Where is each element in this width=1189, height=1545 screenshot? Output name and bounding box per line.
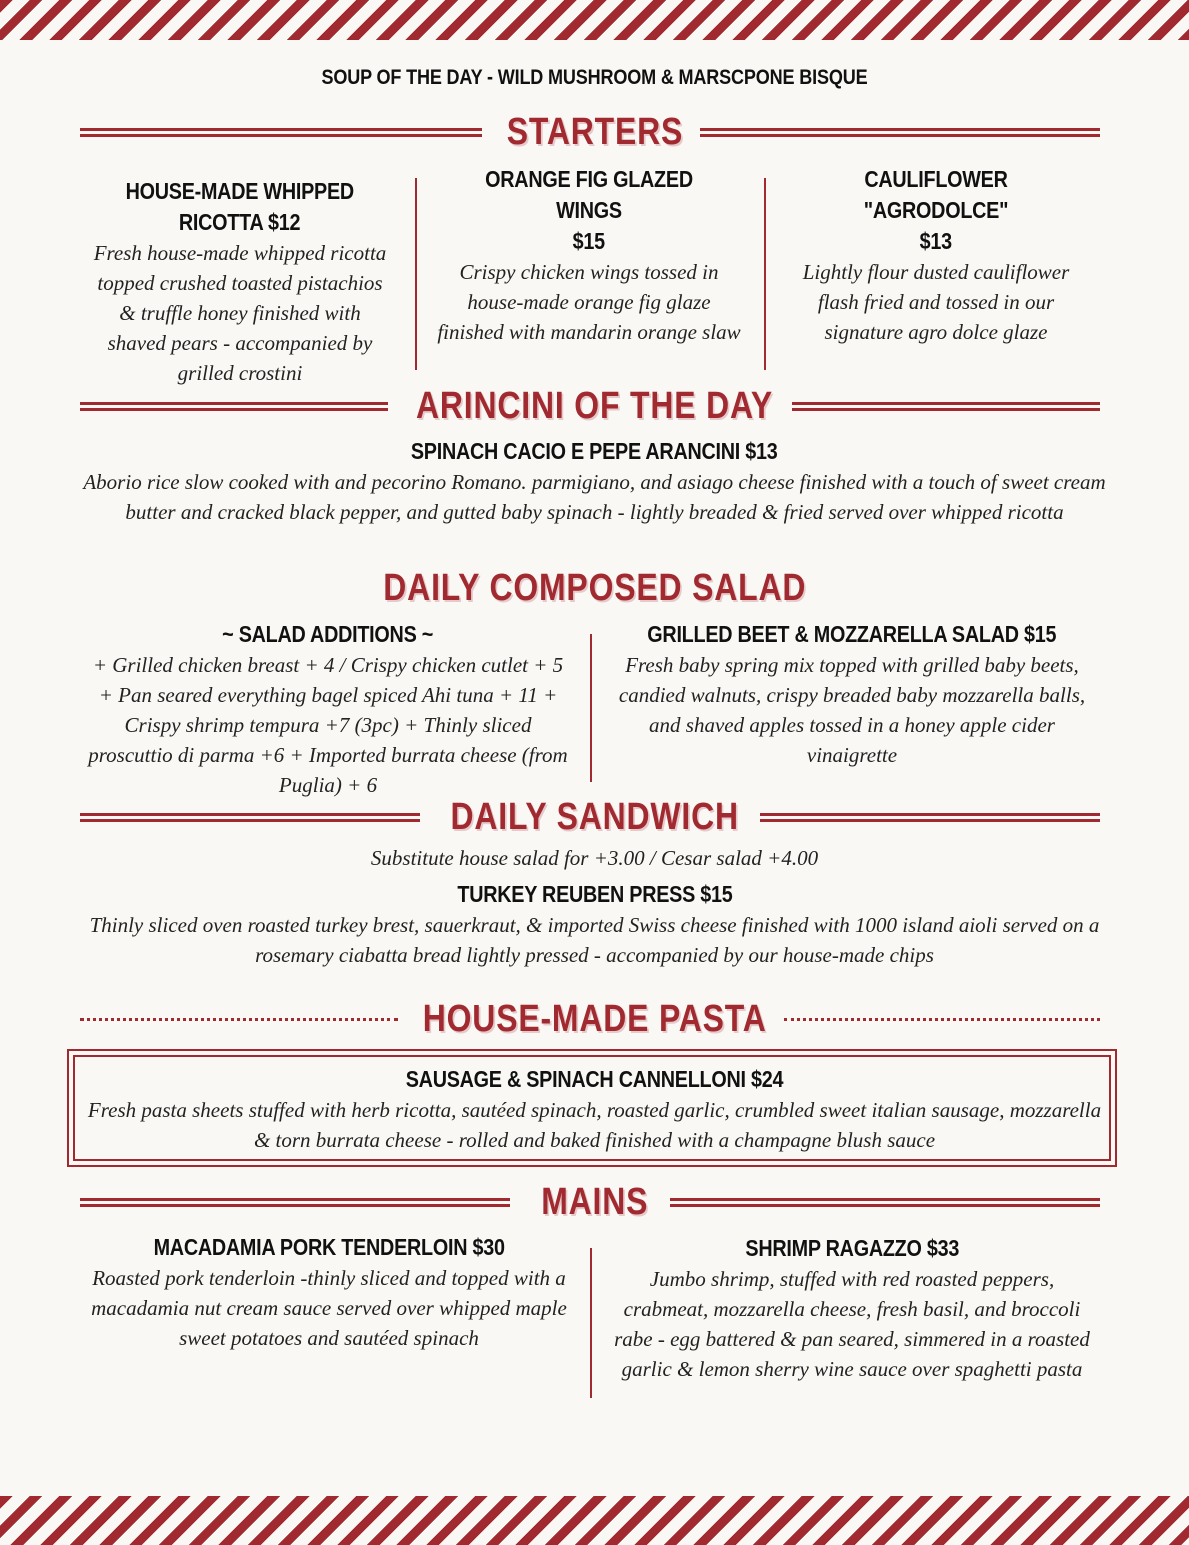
bottom-stripe-border (0, 1496, 1189, 1545)
section-title: MAINS (540, 1181, 649, 1223)
salad-item (612, 619, 1092, 770)
section-title: DAILY COMPOSED SALAD (383, 567, 806, 609)
sandwich-item (80, 879, 1109, 970)
pasta-item (80, 1064, 1109, 1155)
item-description: Fresh pasta sheets stuffed with herb ricotta, sautéed spinach, roasted garlic, crumbled sweet italian sausage, mozzarella & torn burrata cheese - rolled and baked finished with a champagne blush sauce (87, 1098, 1102, 1152)
main-item (612, 1233, 1092, 1384)
top-stripe-border (0, 0, 1189, 40)
salad-header (0, 566, 1189, 610)
salad-additions (88, 619, 568, 800)
item-name: CAULIFLOWER "AGRODOLCE" (863, 166, 1009, 223)
arancini-header (0, 384, 1189, 428)
starter-item (780, 164, 1092, 347)
additions-title: ~ SALAD ADDITIONS ~ (222, 621, 434, 647)
item-name: $15 (572, 228, 606, 254)
starters-header (0, 110, 1189, 154)
item-description: Fresh house-made whipped ricotta topped crushed toasted pistachios & truffle honey finished with shaved pears - accompanied by grilled crostini (93, 241, 387, 385)
item-name: RICOTTA $12 (179, 209, 301, 235)
item-name: GRILLED BEET & MOZZARELLA SALAD $15 (647, 621, 1057, 647)
item-name: SAUSAGE & SPINACH CANNELLONI $24 (405, 1066, 784, 1092)
mains-header (0, 1180, 1189, 1224)
item-name: TURKEY REUBEN PRESS $15 (456, 881, 733, 907)
column-divider (764, 178, 766, 370)
item-description: Fresh baby spring mix topped with grilled baby beets, candied walnuts, crispy breaded baby mozzarella balls, and shaved apples tossed in a honey apple cider vinaigrette (618, 653, 1086, 767)
item-description: Roasted pork tenderloin -thinly sliced and topped with a macadamia nut cream sauce served over whipped maple sweet potatoes and sautéed spinach (91, 1266, 567, 1350)
item-description: Aborio rice slow cooked with and pecorino Romano. parmigiano, and asiago cheese finished with a touch of sweet cream butter and cracked black pepper, and gutted baby spinach - lightly breaded & fried served over whipped ricotta (83, 470, 1106, 524)
item-name: $13 (919, 228, 953, 254)
item-name: SPINACH CACIO E PEPE ARANCINI $13 (411, 438, 778, 464)
item-name: SHRIMP RAGAZZO $33 (745, 1235, 959, 1261)
section-title: ARINCINI OF THE DAY (415, 385, 774, 427)
soup-of-the-day: SOUP OF THE DAY - WILD MUSHROOM & MARSCPONE BISQUE (321, 66, 868, 89)
starter-item (90, 176, 390, 388)
starter-item (436, 164, 742, 347)
section-title: DAILY SANDWICH (450, 796, 739, 838)
item-description: Crispy chicken wings tossed in house-made orange fig glaze finished with mandarin orange slaw (437, 260, 741, 344)
item-name: HOUSE-MADE WHIPPED (125, 178, 355, 204)
item-description: Thinly sliced oven roasted turkey brest, sauerkraut, & imported Swiss cheese finished with 1000 island aioli served on a rosemary ciabatta bread lightly pressed - accompanied by our house-made chips (89, 913, 1100, 967)
item-name: ORANGE FIG GLAZED WINGS (485, 166, 693, 223)
section-title: HOUSE-MADE PASTA (422, 998, 767, 1040)
item-name: MACADAMIA PORK TENDERLOIN $30 (153, 1234, 505, 1260)
item-description: Lightly flour dusted cauliflower flash fried and tossed in our signature agro dolce glaze (802, 260, 1070, 344)
item-description: Jumbo shrimp, stuffed with red roasted peppers, crabmeat, mozzarella cheese, fresh basil, and broccoli rabe - egg battered & pan seared, simmered in a roasted garlic & lemon sherry wine sauce over spaghetti pasta (614, 1267, 1090, 1381)
main-item (84, 1232, 574, 1353)
sandwich-header (0, 795, 1189, 839)
pasta-header (0, 997, 1189, 1041)
section-title: STARTERS (506, 111, 683, 153)
arancini-item (80, 436, 1109, 527)
column-divider (415, 178, 417, 370)
additions-list: + Grilled chicken breast + 4 / Crispy chicken cutlet + 5 + Pan seared everything bagel spiced Ahi tuna + 11 + Crispy shrimp tempura +7 (3pc) + Thinly sliced proscuttio di parma +6 + Imported burrata cheese (from Puglia) + 6 (88, 653, 568, 797)
column-divider (590, 634, 592, 782)
sandwich-note: Substitute house salad for +3.00 / Cesar salad +4.00 (370, 846, 819, 870)
column-divider (590, 1248, 592, 1398)
